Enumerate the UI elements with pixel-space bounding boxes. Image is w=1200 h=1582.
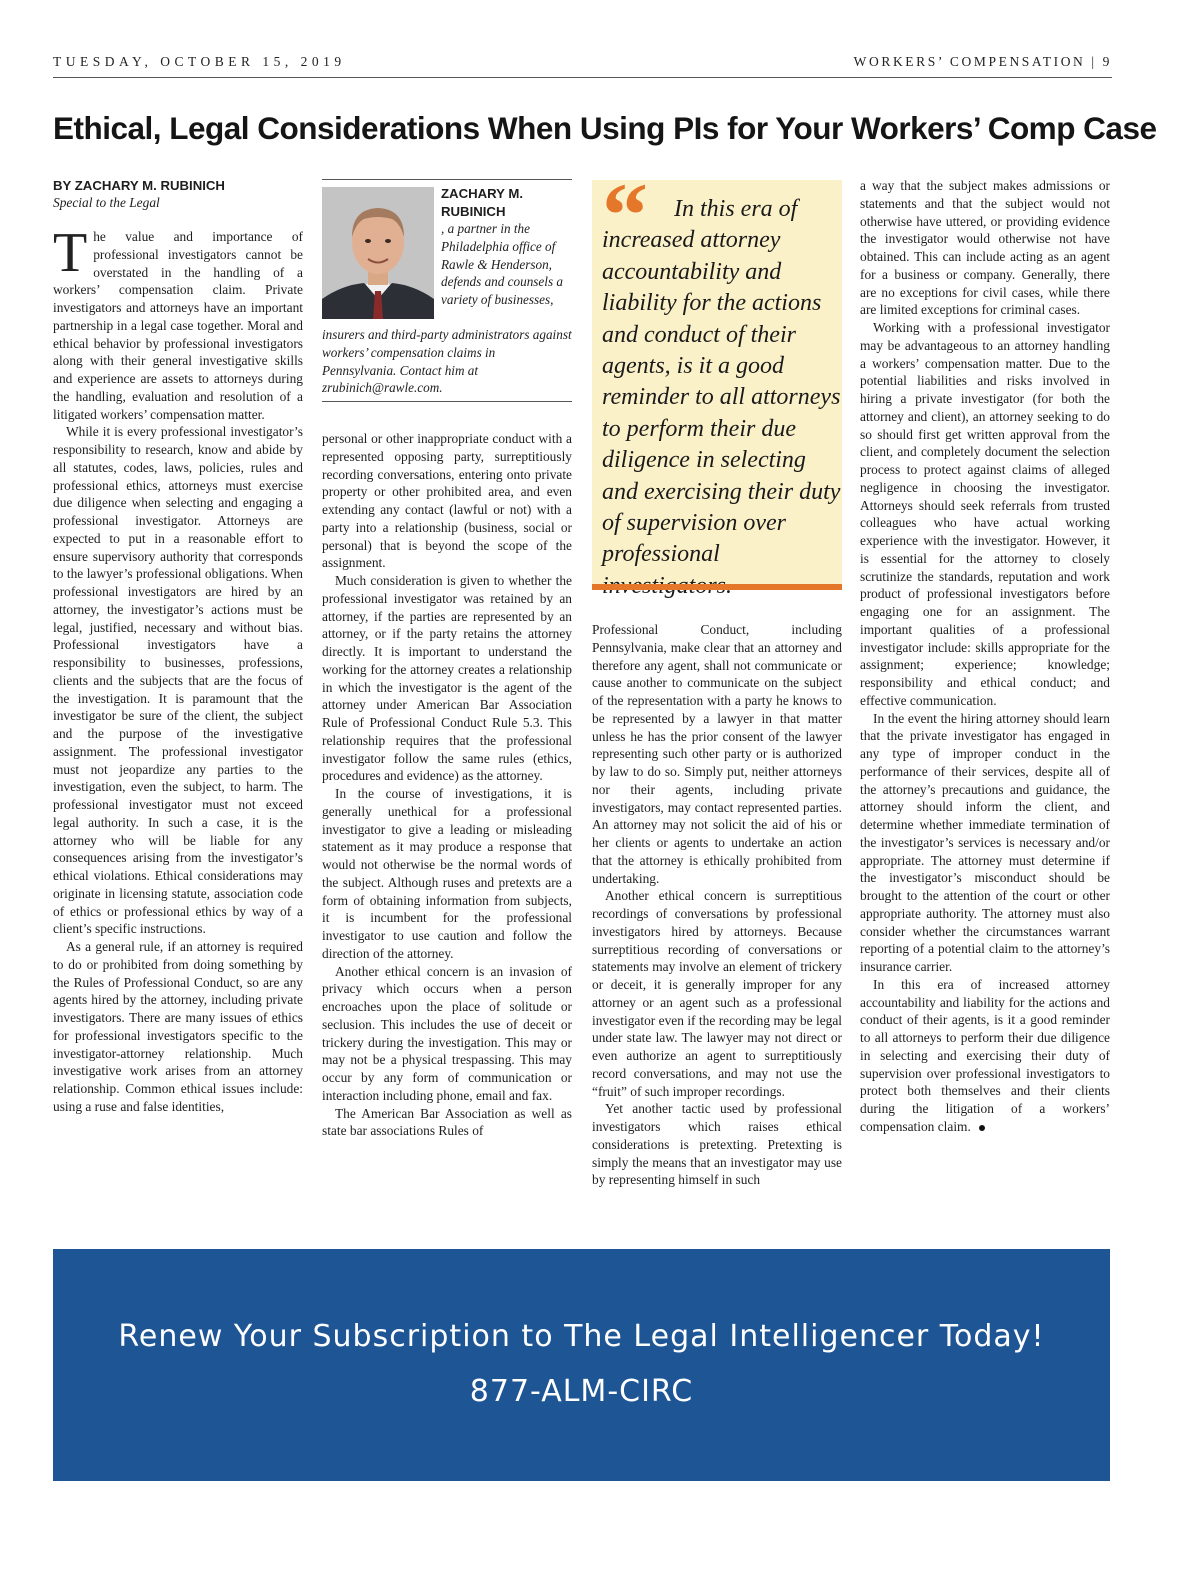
- paragraph: personal or other inappropriate conduct with a represented opposing party, surreptitiously recording conversations, entering onto private property or other prohibited area, and even extending any contact (lawful or not) with a party into a relationship (business, social or personal) that is beyond the scope of the assignment.: [322, 431, 572, 571]
- closing-paragraph-text: In this era of increased attorney accountability and liability for the actions and conduct of their agents, is it a good reminder to all attorneys to perform their due diligence in selecting and exercising their duty of supervision over professional investigators to protect both themselves and their clients during the litigation of a workers’ compensation claim.: [860, 976, 1110, 1134]
- article-column-1: [53, 177, 303, 1116]
- paragraph: Another ethical concern is an invasion of privacy which occurs when a person encroaches upon the place of solitude or seclusion. This includes the use of deceit or trickery during the investigation. This may or may not be a physical trespassing. This may occur by any form of communication or interaction including phone, email and fax.: [322, 963, 572, 1103]
- banner-phone: 877-ALM-CIRC: [469, 1374, 694, 1409]
- pull-quote-accent-bar: [592, 584, 842, 590]
- bio-text-bottom: insurers and third-party administrators against workers’ compensation claims in Pennsylvania. Contact him at zrubinich@rawle.com.: [322, 327, 572, 396]
- end-mark-icon: [979, 1125, 985, 1131]
- paragraph: a way that the subject makes admissions or statements and that the subject would not otherwise have uttered, or providing evidence the investigator would otherwise not have obtained. This can include acting as an agent for a business or company. Generally, there are no exceptions for civil cases, while there are limited exceptions for criminal cases.: [860, 178, 1110, 318]
- paragraph: Working with a professional investigator may be advantageous to an attorney handling a workers’ compensation matter. Due to the potential liabilities and risks involved in hiring a private investigator (for both the attorney and client), an attorney seeking to do so should first get written approval from the client, and completely document the selection process to protect against claims of alleged negligence in choosing the investigator. Attorneys should seek referrals from trusted colleagues who have actual working experience with the investigator. However, it is essential for the attorney to closely scrutinize the standards, reputation and work product of professional investigators before engaging one for an assignment. The important qualities of a professional investigator include: skills appropriate for the assignment; experience; knowledge; responsibility and ethical conduct; and effective communication.: [860, 320, 1110, 708]
- svg-text:“: “: [602, 180, 648, 246]
- banner-headline: Renew Your Subscription to The Legal Intelligencer Today!: [118, 1319, 1045, 1354]
- article-column-2: [322, 430, 572, 1140]
- lead-paragraph-text: he value and importance of professional investigators cannot be overstated in the handling of a workers’ compensation claim. Private investigators and attorneys have an important partnership in a legal case together. Moral and ethical behavior by professional investigators along with their general investigative skills and experience are assets to attorneys during the handling, evaluation and resolution of a litigated workers’ compensation matter.: [53, 229, 303, 422]
- bio-text-top: , a partner in the Philadelphia office of Rawle & Henderson, defends and counsels a variety of businesses,: [441, 221, 563, 308]
- byline: BY ZACHARY M. RUBINICH: [53, 178, 225, 193]
- byline-affiliation: Special to the Legal: [53, 195, 160, 210]
- paragraph: In the event the hiring attorney should learn that the private investigator has engaged in any type of improper conduct in the performance of their services, despite all of the attorney’s precautions and guidance, the attorney should inform the client, and determine whether immediate termination of the investigator’s services is necessary and/or appropriate. The attorney must determine if the investigator’s misconduct should be brought to the attention of the court or other appropriate authority. The attorney must also consider whether the circumstances warrant reporting of a potential claim to the attorney’s insurance carrier.: [860, 710, 1110, 974]
- paragraph: In the course of investigations, it is generally unethical for a professional investigator to give a leading or misleading statement as it may produce a response that would not otherwise be the normal words of the subject. Although ruses and pretexts are a form of obtaining information from subjects, it is incumbent for the professional investigator to use caution and follow the direction of the attorney.: [322, 786, 572, 961]
- article-column-4: [860, 177, 1110, 1136]
- header-rule: [53, 77, 1112, 78]
- paragraph: Another ethical concern is surreptitious recordings of conversations by professional investigators hired by attorneys. Because surreptitious recording of conversations or statements may involve an element of trickery or deceit, it is generally improper for any attorney or an agent such as a professional investigator even if the recording may be legal under state law. The lawyer may not direct or even authorize an agent to surreptitiously record conversations, and may not use the “fruit” of such improper recordings.: [592, 888, 842, 1099]
- author-bio-box: [322, 179, 572, 402]
- subscription-banner[interactable]: [53, 1249, 1110, 1481]
- paragraph: Yet another tactic used by professional investigators which raises ethical considerations is pretexting. Pretexting is simply the means that an investigator may use by representing himself in such: [592, 1101, 842, 1188]
- drop-cap: T: [53, 222, 88, 284]
- paragraph: While it is every professional investigator’s responsibility to research, know and abide by all statutes, codes, laws, policies, rules and professional ethics, attorneys must exercise due diligence when selecting and engaging a professional investigator. Attorneys are expected to put in a reasonable effort to ensure supervisory authority that corresponds to the lawyer’s professional obligations. When professional investigators are hired by an attorney, the investigator’s actions must be legal, justified, necessary and without bias. Professional investigators have a responsibility to businesses, professions, clients and the subjects that are the focus of the investigation. It is paramount that the investigator be sure of the client, the subject and the purpose of the investigative assignment. The professional investigator must not jeopardize any parties to the investigation, even the subject, to harm. The professional investigator must not exceed legal authority. In such a case, it is the attorney who will be liable for any consequences arising from the investigator’s ethical violations. Ethical considerations may originate in licensing statute, association code of ethics or professional ethics by way of a client’s specific instructions.: [53, 424, 303, 937]
- header-section-page: WORKERS’ COMPENSATION | 9: [853, 54, 1112, 69]
- paragraph: Much consideration is given to whether the professional investigator was retained by an attorney, if the parties are represented by an attorney, or if the party retains the attorney directly. It is important to understand the working for the attorney creates a relationship in which the investigator is the agent of the attorney under American Bar Association Rule of Professional Conduct Rule 5.3. This relationship requires that the professional investigator follow the same rules (ethics, procedures and evidence) as the attorney.: [322, 573, 572, 784]
- article-column-3: [592, 621, 842, 1189]
- paragraph: Professional Conduct, including Pennsylvania, make clear that an attorney and therefore any agent, shall not communicate or cause another to communicate on the subject of the representation with a party he knows to be represented by a lawyer in that matter unless he has the prior consent of the lawyer representing such other party or is authorized by law to do so. Simply put, neither attorneys nor their agents, including private investigators, may contact represented parties. An attorney may not solicit the aid of his or her clients or agents to undertake an action that the attorney is ethically prohibited from undertaking.: [592, 622, 842, 886]
- closing-paragraph: [860, 976, 1110, 1136]
- pull-quote: [592, 180, 842, 590]
- paragraph: The American Bar Association as well as state bar associations Rules of: [322, 1105, 572, 1139]
- article-headline: Ethical, Legal Considerations When Using PIs for Your Workers’ Comp Case: [53, 110, 1157, 146]
- header-date: TUESDAY, OCTOBER 15, 2019: [53, 54, 346, 69]
- paragraph: As a general rule, if an attorney is required to do or prohibited from doing something by the Rules of Professional Conduct, so are any agents hired by the attorney, including private investigators. There are many issues of ethics for professional investigators specific to the investigator-attorney relationship. Much investigative work arises from an attorney relationship. Common ethical issues include: using a ruse and false identities,: [53, 939, 303, 1114]
- pull-quote-text: In this era of increased attorney accountability and liability for the actions and conduct of their agents, is it a good reminder to all attorneys to perform their due diligence in selecting and exercising their duty of supervision over professional: [602, 196, 841, 568]
- bio-author-name: ZACHARY M. RUBINICH: [441, 186, 524, 219]
- lead-paragraph: [53, 222, 303, 423]
- author-photo: [322, 187, 434, 319]
